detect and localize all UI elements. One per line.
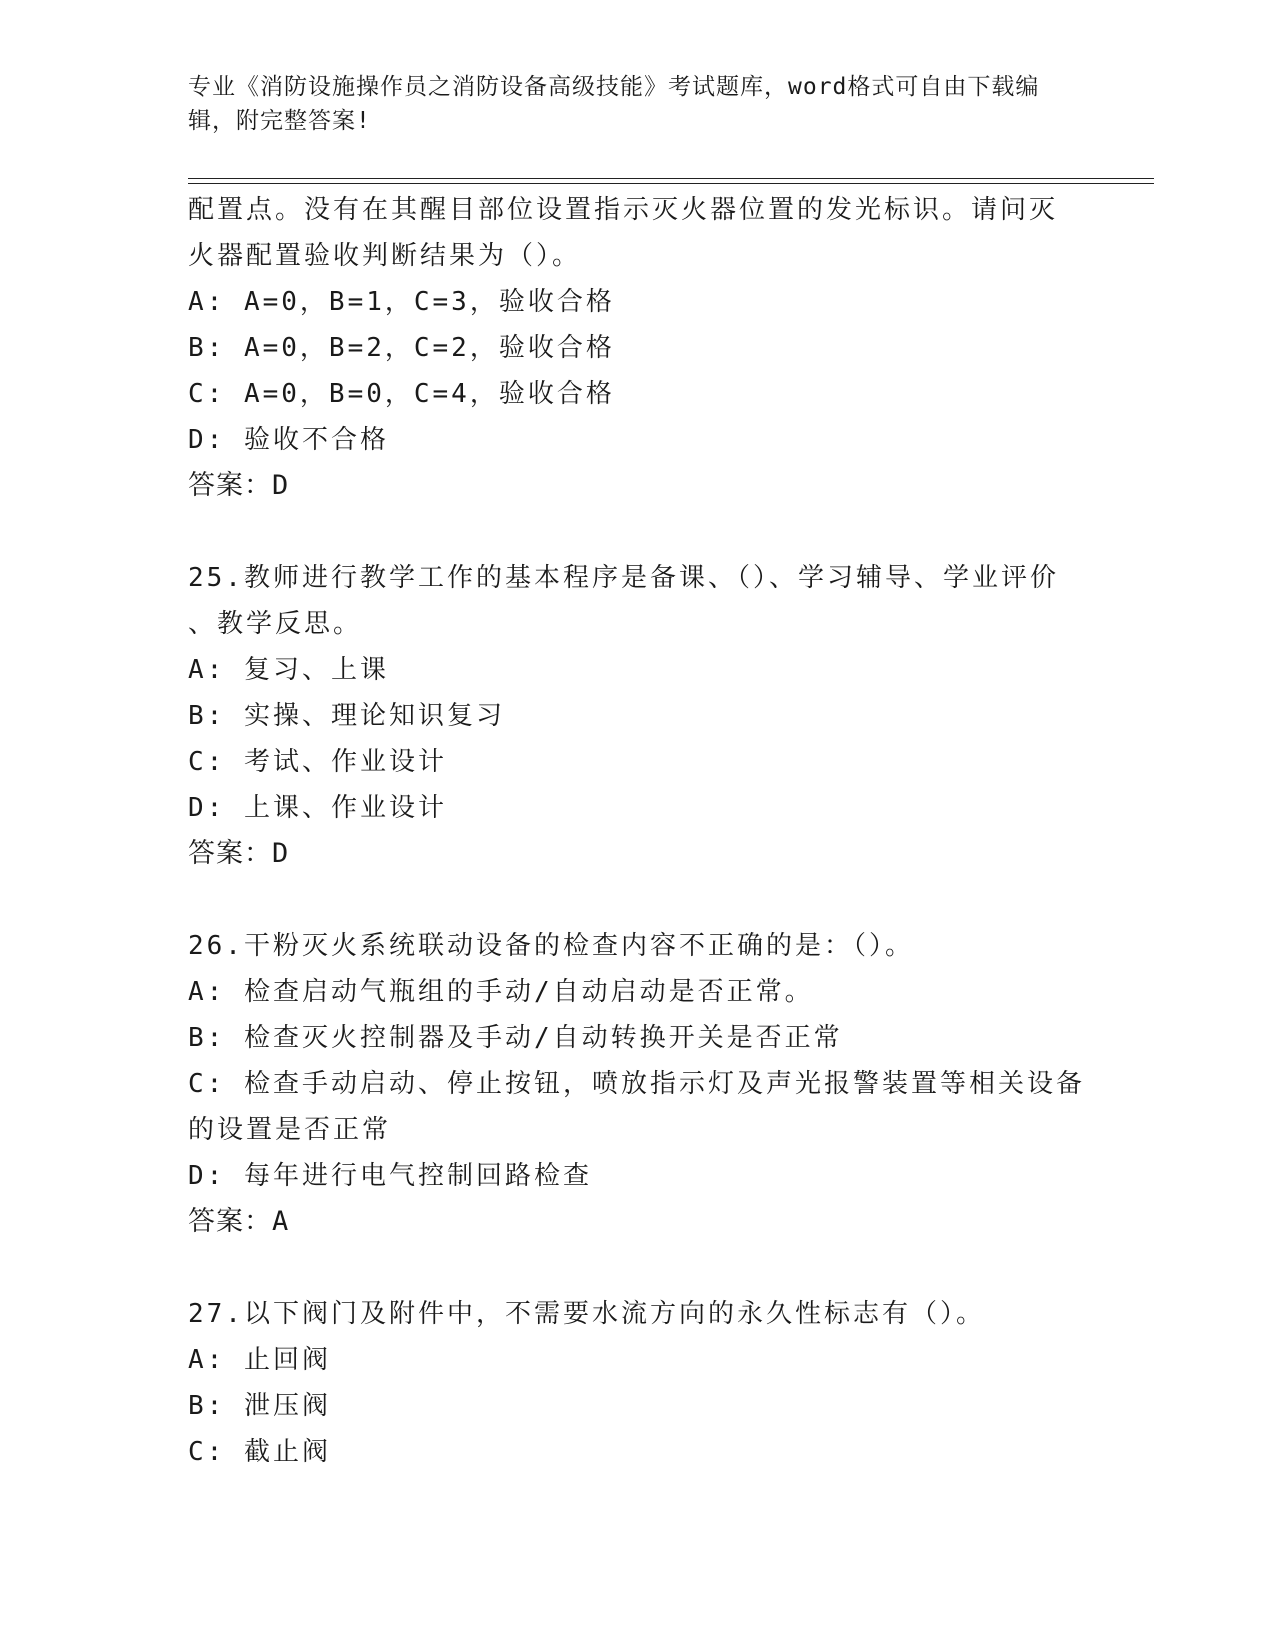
option-d: D: 每年进行电气控制回路检查 (188, 1161, 592, 1191)
option-b: B: 检查灭火控制器及手动/自动转换开关是否正常 (188, 1023, 843, 1053)
header-title-line-2: 辑，附完整答案! (188, 108, 371, 134)
question-stem: 火器配置验收判断结果为（）。 (188, 241, 582, 271)
question-25 (188, 555, 1088, 877)
question-26 (188, 923, 1088, 1245)
option-b: B: 实操、理论知识复习 (188, 701, 505, 731)
question-stem: 27.以下阀门及附件中，不需要水流方向的永久性标志有（）。 (188, 1299, 985, 1329)
question-27 (188, 1291, 1088, 1475)
header-title-line-1: 专业《消防设施操作员之消防设备高级技能》考试题库，word格式可自由下载编 (188, 74, 1040, 100)
option-a: A: 检查启动气瓶组的手动/自动启动是否正常。 (188, 977, 814, 1007)
header-divider-bottom (188, 183, 1154, 184)
question-stem: 、教学反思。 (188, 609, 363, 639)
option-a: A: A=0，B=1，C=3，验收合格 (188, 287, 615, 317)
answer-text: 答案：D (188, 838, 290, 869)
option-b: B: 泄压阀 (188, 1391, 331, 1421)
option-b: B: A=0，B=2，C=2，验收合格 (188, 333, 615, 363)
option-c: C: A=0，B=0，C=4，验收合格 (188, 379, 615, 409)
option-a: A: 止回阀 (188, 1345, 331, 1375)
question-24 (188, 187, 1088, 509)
page-header (188, 70, 1088, 138)
option-c: C: 考试、作业设计 (188, 747, 447, 777)
question-stem: 25.教师进行教学工作的基本程序是备课、（）、学习辅导、学业评价 (188, 563, 1059, 593)
option-a: A: 复习、上课 (188, 655, 389, 685)
question-stem: 配置点。没有在其醒目部位设置指示灭火器位置的发光标识。请问灭 (188, 195, 1059, 225)
option-c-continued: 的设置是否正常 (188, 1115, 392, 1145)
option-d: D: 验收不合格 (188, 425, 389, 455)
option-c: C: 截止阀 (188, 1437, 331, 1467)
question-list (188, 187, 1088, 1475)
option-c: C: 检查手动启动、停止按钮，喷放指示灯及声光报警装置等相关设备 (188, 1069, 1085, 1099)
question-stem: 26.干粉灭火系统联动设备的检查内容不正确的是：（）。 (188, 931, 914, 961)
option-d: D: 上课、作业设计 (188, 793, 447, 823)
answer-text: 答案：A (188, 1206, 290, 1237)
header-divider-top (188, 178, 1154, 179)
answer-text: 答案：D (188, 470, 290, 501)
